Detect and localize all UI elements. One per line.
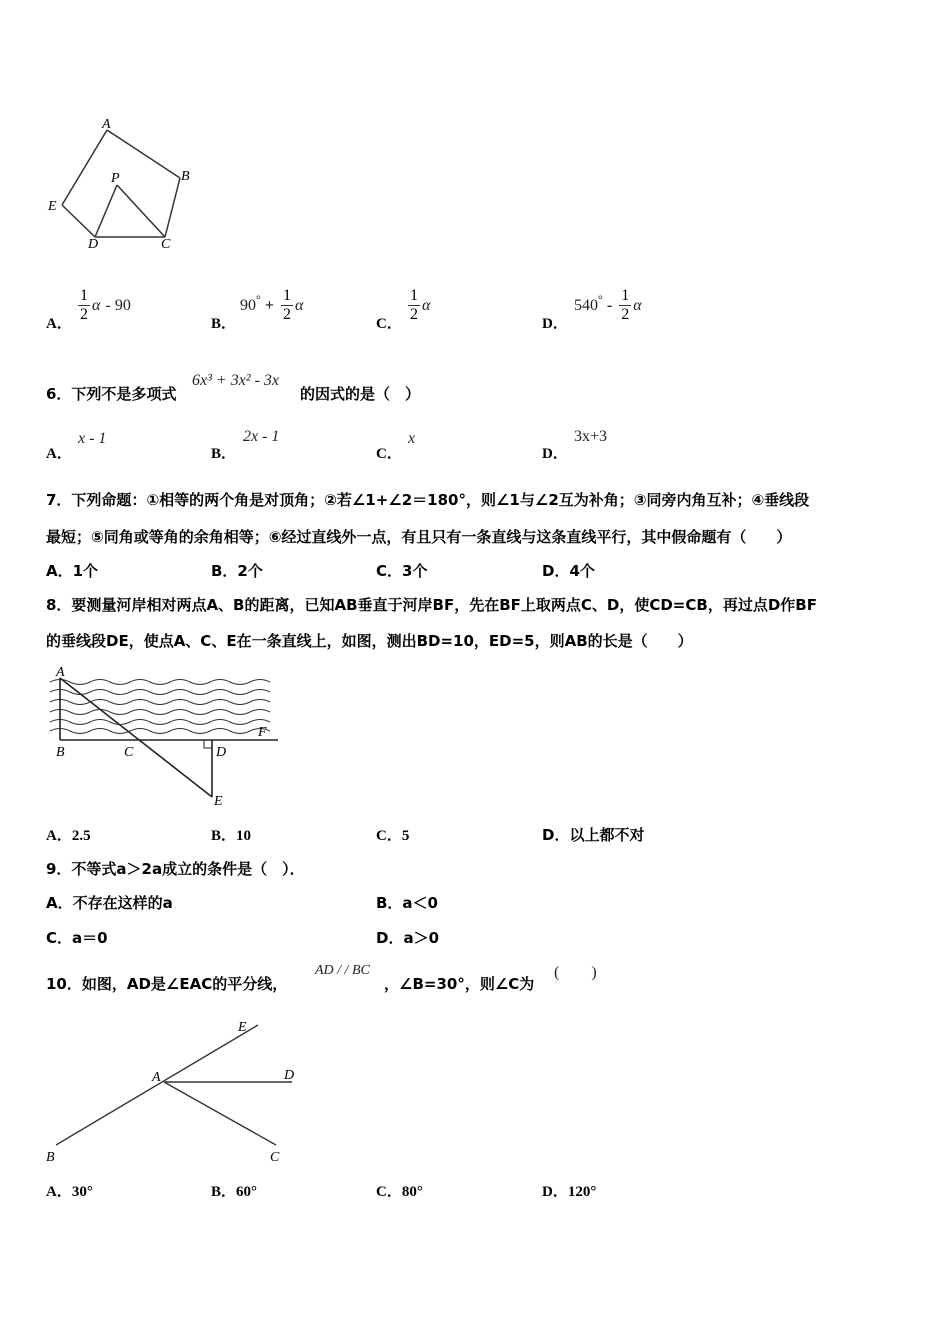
q10-option-a: A．30° <box>46 1184 93 1200</box>
q6-option-a-label: A． <box>46 446 72 462</box>
q7-option-b: B．2个 <box>211 562 263 580</box>
fig5-label-p: P <box>111 171 120 186</box>
q5-a-frac-num: 1 <box>80 287 88 304</box>
q6-prefix: 6．下列不是多项式 <box>46 385 177 403</box>
q5-d-frac-den: 2 <box>621 306 630 323</box>
q8-label-c: C <box>124 745 134 760</box>
q5-a-rest: - 90 <box>105 297 131 314</box>
q5-b-pre: 90 <box>240 297 256 314</box>
q6-option-a: x - 1 <box>78 430 107 447</box>
q7-option-d: D．4个 <box>542 562 595 580</box>
q8-stem-line1: 8．要测量河岸相对两点A、B的距离，已知AB垂直于河岸BF，先在BF上取两点C、D，使CD=CB，再过点D作BF <box>46 596 817 614</box>
q6-polynomial: 6x³ + 3x² - 3x <box>192 372 280 389</box>
q8-label-e: E <box>214 794 223 809</box>
q10-parallel-expr: AD / / BC <box>315 963 370 978</box>
q9-option-a: A．不存在这样的a <box>46 894 173 912</box>
q7-option-a: A．1个 <box>46 562 99 580</box>
q5-d-var: α <box>633 297 642 314</box>
q7-stem-line2: 最短；⑤同角或等角的余角相等；⑥经过直线外一点，有且只有一条直线与这条直线平行，其中假命题有（ ） <box>46 528 792 546</box>
q7-option-c: C．3个 <box>376 562 428 580</box>
q6-option-d: 3x+3 <box>574 428 608 445</box>
q5-option-d-label: D． <box>542 316 568 332</box>
q10-label-c: C <box>270 1150 280 1165</box>
q10-label-a: A <box>152 1070 161 1085</box>
q5-d-op: - <box>602 297 613 314</box>
q10-option-c: C．80° <box>376 1184 423 1200</box>
q7-stem-line1: 7．下列命题：①相等的两个角是对顶角；②若∠1+∠2＝180°，则∠1与∠2互为补角；③同旁内角互补；④垂线段 <box>46 491 810 509</box>
q10-prefix: 10．如图，AD是∠EAC的平分线， <box>46 975 288 993</box>
q8-option-c: C．5 <box>376 828 410 844</box>
q5-a-frac-den: 2 <box>80 306 88 323</box>
q6-suffix: 的因式的是（ ） <box>300 385 421 403</box>
q10-suffix: ，∠B=30°，则∠C为 <box>384 975 535 993</box>
q6-option-c-label: C． <box>376 446 402 462</box>
q8-stem-line2: 的垂线段DE，使点A、C、E在一条直线上，如图，测出BD=10，ED=5，则AB的长是（ ） <box>46 632 693 650</box>
fig5-label-d: D <box>88 237 99 252</box>
fig5-label-a: A <box>102 117 111 132</box>
q5-b-var: α <box>295 297 304 314</box>
q8-river-figure <box>44 662 284 812</box>
q5-b-frac-num: 1 <box>283 287 292 304</box>
q10-label-e: E <box>238 1020 247 1035</box>
q8-label-a: A <box>56 665 65 680</box>
q9-option-d: D．a＞0 <box>376 929 440 947</box>
q8-label-d: D <box>216 745 227 760</box>
q5-a-var: α <box>92 297 101 314</box>
q5-option-c <box>406 288 430 323</box>
q10-label-d: D <box>284 1068 295 1083</box>
q8-label-f: F <box>258 725 267 740</box>
q5-c-frac-num: 1 <box>410 287 418 304</box>
q5-d-pre: 540 <box>574 297 598 314</box>
q5-b-frac-den: 2 <box>283 306 292 323</box>
q5-d-frac-num: 1 <box>621 287 630 304</box>
q10-option-d: D．120° <box>542 1184 597 1200</box>
q5-c-var: α <box>422 297 431 314</box>
q5-option-a <box>76 288 131 323</box>
q8-label-b: B <box>56 745 65 760</box>
fig5-label-b: B <box>181 169 190 184</box>
q8-option-a: A．2.5 <box>46 828 91 844</box>
q10-option-b: B．60° <box>211 1184 258 1200</box>
q9-option-b: B．a＜0 <box>376 894 438 912</box>
q6-option-b: 2x - 1 <box>243 428 280 445</box>
q5-c-frac-den: 2 <box>410 306 418 323</box>
q6-option-b-label: B． <box>211 446 237 462</box>
q5-option-c-label: C． <box>376 316 402 332</box>
q5-b-op: + <box>260 297 274 314</box>
q5-d-deg: ° <box>598 292 603 307</box>
q10-label-b: B <box>46 1150 55 1165</box>
q5-option-b-label: B． <box>211 316 237 332</box>
q5-option-b <box>240 288 303 323</box>
q6-option-c: x <box>408 430 416 447</box>
q10-figure <box>40 1015 310 1170</box>
fig5-label-c: C <box>161 237 171 252</box>
q5-option-d <box>574 288 642 323</box>
q6-option-d-label: D． <box>542 446 568 462</box>
q8-option-b: B．10 <box>211 828 252 844</box>
fig5-label-e: E <box>48 199 57 214</box>
q5-option-a-label: A． <box>46 316 72 332</box>
q9-option-c: C．a＝0 <box>46 929 108 947</box>
q10-answer-paren: ( ) <box>554 964 597 981</box>
q8-option-d: D．以上都不对 <box>542 826 645 844</box>
q9-stem: 9．不等式a＞2a成立的条件是（ ）． <box>46 860 305 878</box>
q5-figure <box>40 110 210 260</box>
q5-b-deg: ° <box>256 292 261 307</box>
